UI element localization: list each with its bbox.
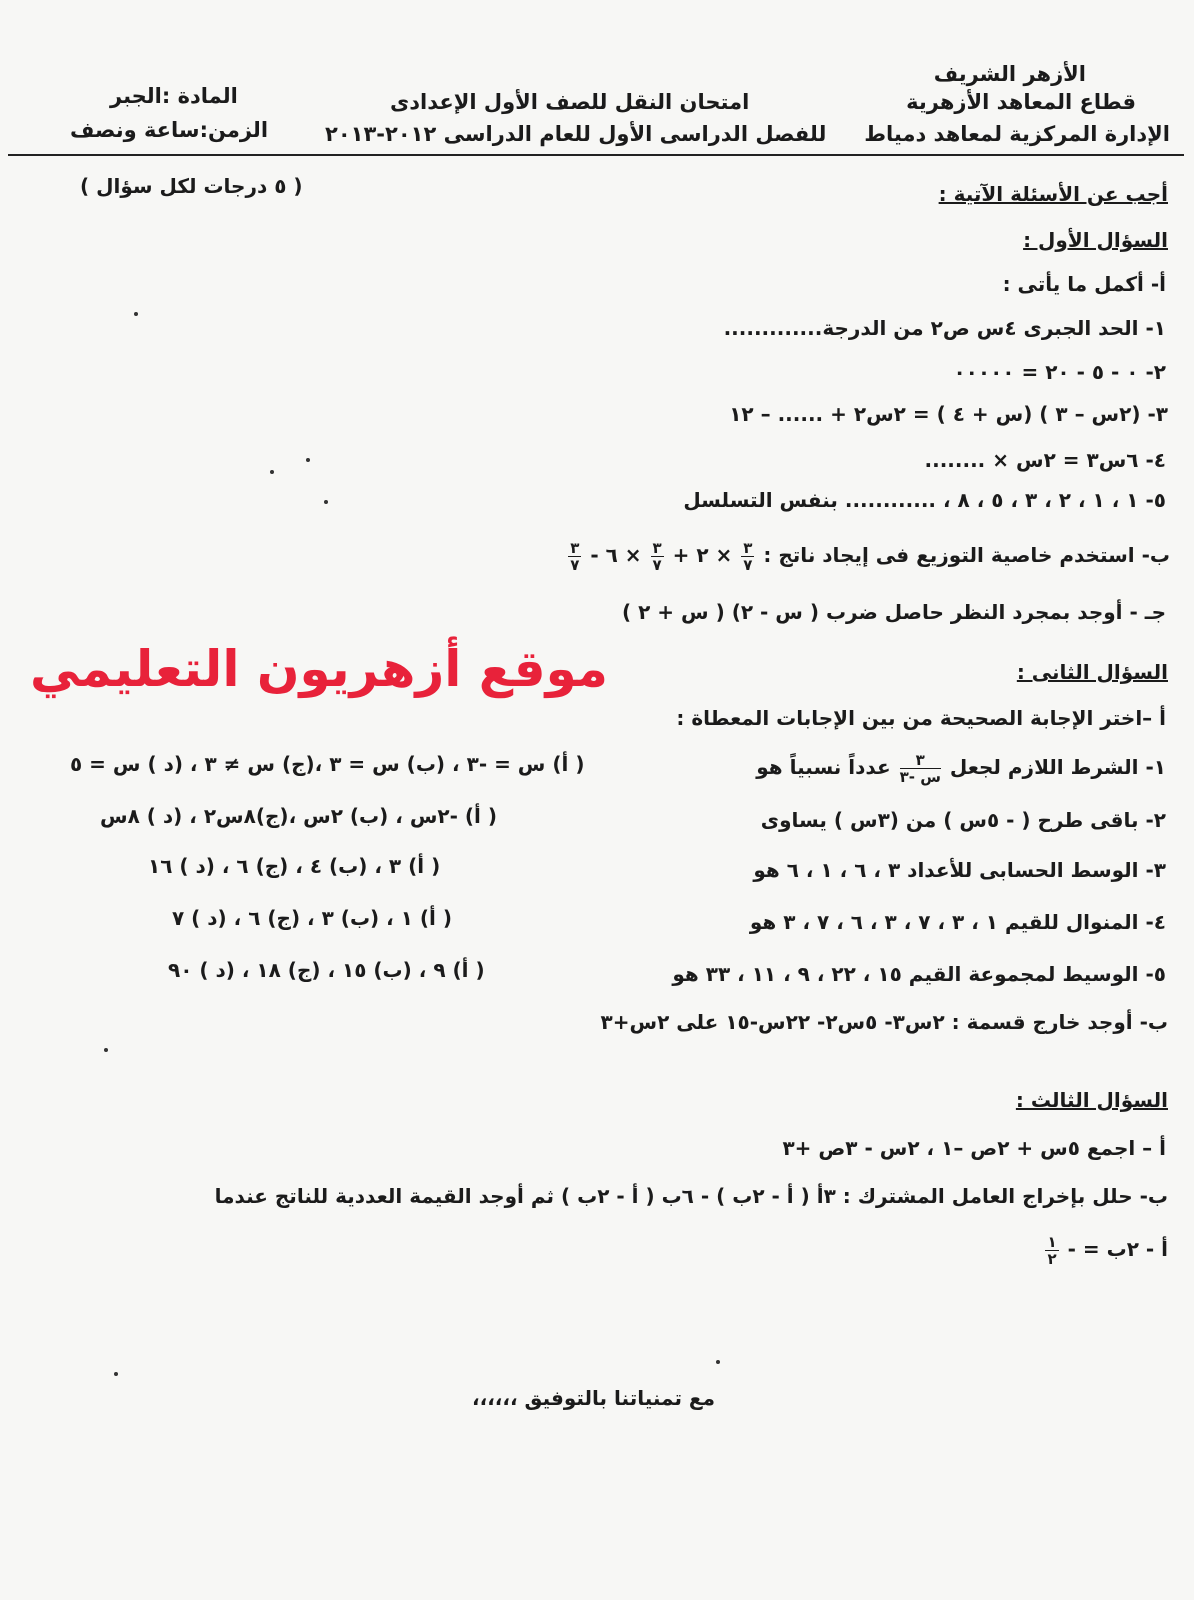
scan-speck [114,1372,118,1376]
fraction-numerator: ٣ [900,752,941,769]
q1-b-term-1: × ٢ + [672,543,733,567]
q2-item-5-choices: ( أ) ٩ ، (ب) ١٥ ، (ج) ١٨ ، (د ) ٩٠ [168,958,485,982]
fraction-denominator: ٧ [652,556,662,574]
q2-item-1 [756,752,1166,785]
scan-speck [104,1048,108,1052]
q2-item-5: ٥- الوسيط لمجموعة القيم ١٥ ، ٢٢ ، ٩ ، ١١ ، ٣٣ هو [672,962,1166,986]
scan-speck [306,458,310,462]
q3-a: أ – اجمع ٥س + ٢ص –١ ، ٢س - ٣ص +٣ [782,1136,1166,1160]
scan-speck [324,500,328,504]
q2-item-1-choices: ( أ) س = -٣ ، (ب) س = ٣ ،(ج) س ≠ ٣ ، (د ) س = ٥ [70,752,585,776]
q2-item-4: ٤- المنوال للقيم ١ ، ٣ ، ٧ ، ٣ ، ٦ ، ٧ ، ٣ هو [749,910,1166,934]
q1-b-line [566,540,1170,573]
header-divider [8,154,1184,156]
q2-item-3-choices: ( أ) ٣ ، (ب) ٤ ، (ج) ٦ ، (د ) ١٦ [148,854,441,878]
header-subject: المادة :الجبر [110,84,238,108]
q2-item-1-fraction [900,752,941,785]
fraction-denominator: ٧ [743,556,753,574]
fraction-numerator: ٣ [743,539,753,557]
q2-item-2: ٢- باقى طرح ( - ٥س ) من (٣س ) يساوى [760,808,1166,832]
fraction-denominator: س -٣ [899,768,941,786]
q3-b: ب- حلل بإخراج العامل المشترك : ٣أ ( أ - ٢ب ) - ٦ب ( أ - ٢ب ) ثم أوجد القيمة العددية للناتج عندما [214,1184,1168,1208]
fraction-numerator: ١ [1047,1233,1057,1251]
scan-speck [716,1360,720,1364]
q2-item-1-question-end: عدداً نسبياً هو [756,755,891,779]
q1-b-term-2: × ٦ - [590,543,642,567]
header-time: الزمن:ساعة ونصف [70,118,269,142]
q3-title: السؤال الثالث : [1015,1088,1168,1112]
q1-item-2: ٢- ٠ - ٥ - ٢٠ = ٠٠٠٠٠ [953,360,1166,384]
q2-item-4-choices: ( أ) ١ ، (ب) ٣ ، (ج) ٦ ، (د ) ٧ [172,906,452,930]
header-right-line-2: قطاع المعاهد الأزهرية [906,90,1136,114]
q2-item-3: ٣- الوسط الحسابى للأعداد ٣ ، ٦ ، ١ ، ٦ هو [753,858,1166,882]
q1-b-fraction-2 [651,540,664,573]
q1-b-fraction-1 [741,540,754,573]
q1-a-title: أ- أكمل ما يأتى : [1002,272,1166,296]
header-center-line-1: امتحان النقل للصف الأول الإعدادى [390,90,750,114]
header-right-line-3: الإدارة المركزية لمعاهد دمياط [864,122,1170,146]
q1-title: السؤال الأول : [1023,228,1168,252]
q2-a-title: أ –اختر الإجابة الصحيحة من بين الإجابات المعطاة : [676,706,1166,730]
scan-speck [134,312,138,316]
fraction-numerator: ٣ [652,539,662,557]
q3-condition-text: أ - ٢ب = - [1067,1237,1168,1261]
q2-title: السؤال الثانى : [1016,660,1168,684]
fraction-denominator: ٢ [1047,1250,1057,1268]
q1-b-label: ب- استخدم خاصية التوزيع فى إيجاد ناتج : [763,543,1170,567]
q1-c: جـ - أوجد بمجرد النظر حاصل ضرب ( س - ٢) ( س + ٢ ) [622,600,1166,624]
fraction-denominator: ٧ [570,556,580,574]
q3-condition-fraction [1045,1234,1058,1267]
q2-item-1-question: ١- الشرط اللازم لجعل [949,755,1166,779]
q2-item-2-choices: ( أ) -٢س ، (ب) ٢س ،(ج)٨س٢ ، (د ) ٨س [100,804,498,828]
q1-item-1: ١- الحد الجبرى ٤س ص٢ من الدرجة............. [723,316,1166,340]
q2-b: ب- أوجد خارج قسمة : ٢س٣- ٥س٢- ٢٢س-١٥ على ٢س+٣ [600,1010,1168,1034]
closing-wishes: مع تمنياتنا بالتوفيق ،،،،،، [472,1386,715,1410]
fraction-numerator: ٣ [570,539,580,557]
header-center-line-2: للفصل الدراسى الأول للعام الدراسى ٢٠١٢-٢٠١٣ [325,122,827,146]
scan-speck [270,470,274,474]
instructions: أجب عن الأسئلة الآتية : [938,182,1168,206]
site-watermark: موقع أزهريون التعليمي [30,640,608,698]
q1-item-3: ٣- (٢س – ٣ ) (س + ٤ ) = ٢س٢ + ...... – ١٢ [729,402,1168,426]
header-right-line-1: الأزهر الشريف [933,62,1086,86]
q1-b-fraction-3 [568,540,581,573]
q3-condition [1043,1234,1168,1267]
marks-note: ( ٥ درجات لكل سؤال ) [80,174,303,198]
q1-item-4: ٤- ٦س٣ = ٢س × ........ [924,448,1166,472]
q1-item-5: ٥- ١ ، ١ ، ٢ ، ٣ ، ٥ ، ٨ ، ............ بنفس التسلسل [683,488,1166,512]
